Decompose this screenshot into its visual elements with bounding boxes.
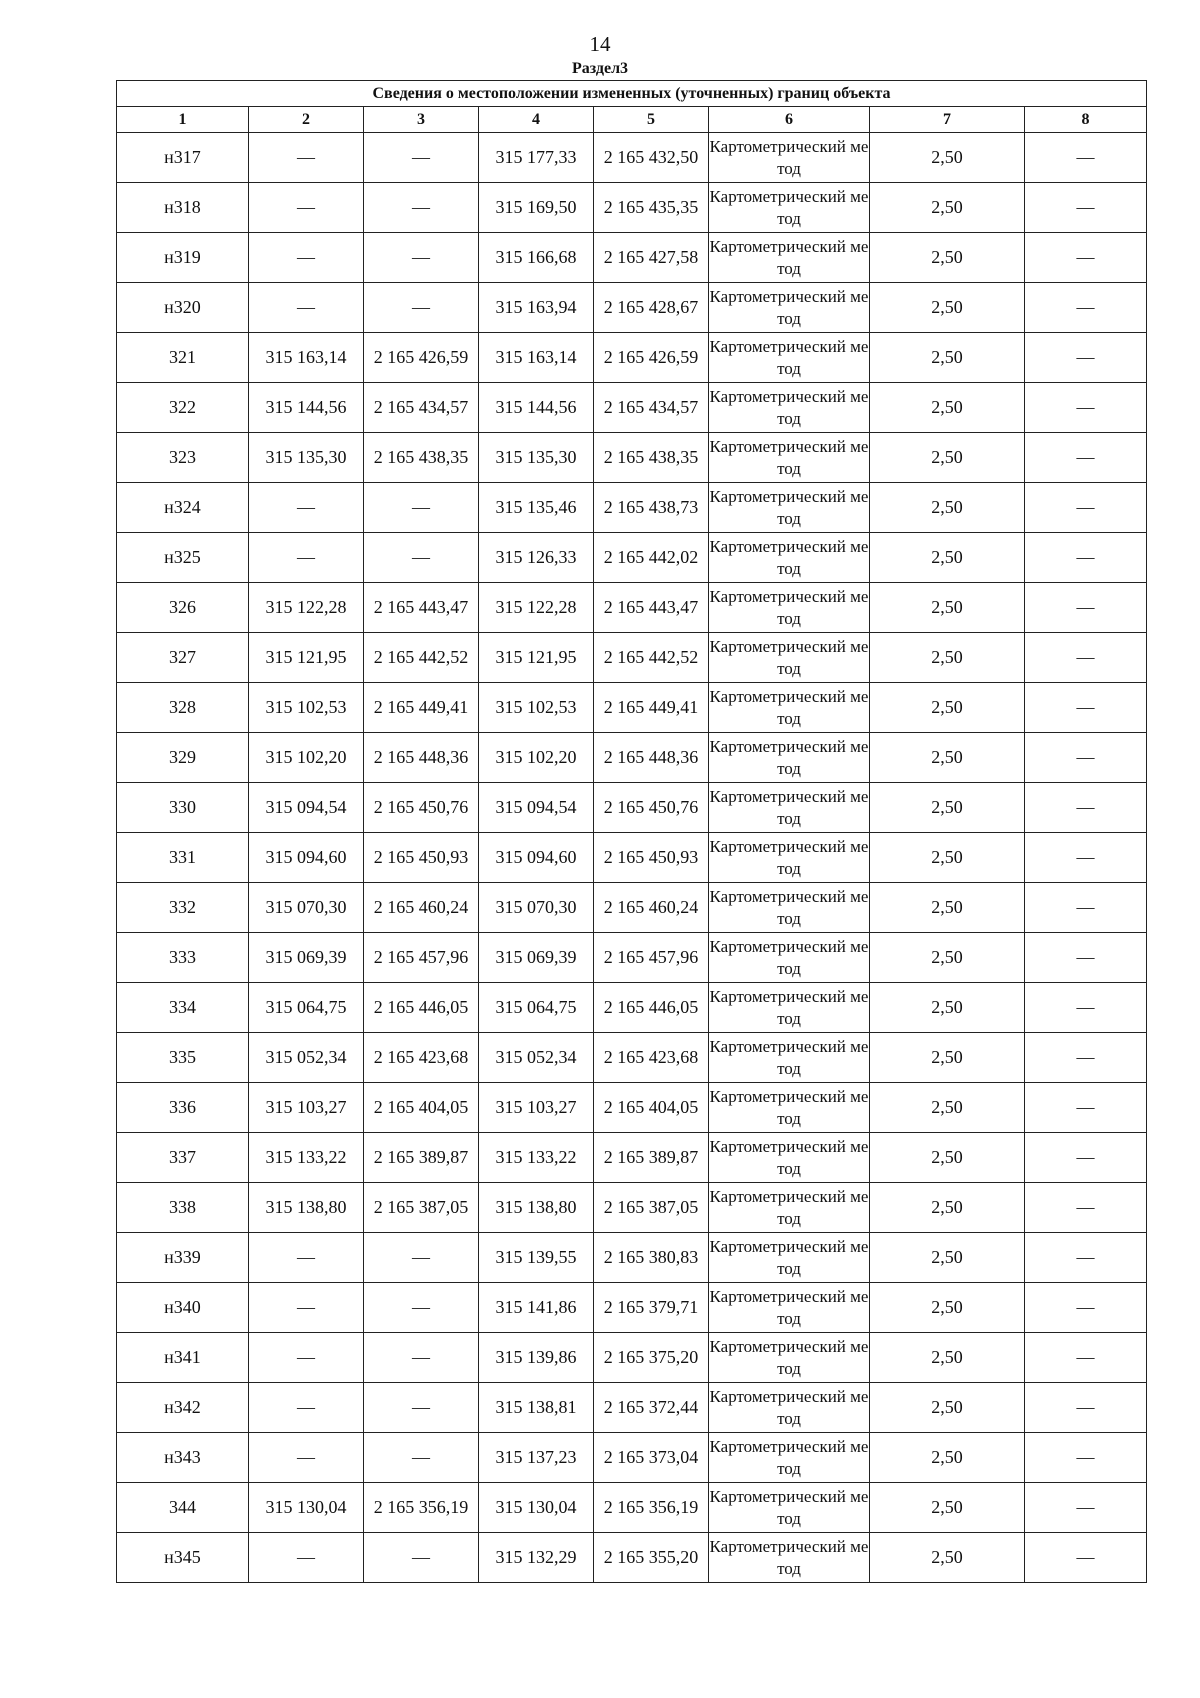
description-cell: — (1025, 183, 1147, 233)
old-y-cell: 2 165 426,59 (364, 333, 479, 383)
column-header: 8 (1025, 107, 1147, 133)
table-row (117, 1483, 1147, 1533)
old-x-cell: — (249, 1433, 364, 1483)
old-x-cell: — (249, 533, 364, 583)
new-x-cell: 315 069,39 (479, 933, 594, 983)
new-x-cell: 315 094,60 (479, 833, 594, 883)
new-x-cell: 315 139,55 (479, 1233, 594, 1283)
point-number-cell: 331 (117, 833, 249, 883)
table-row (117, 1183, 1147, 1233)
description-cell: — (1025, 1183, 1147, 1233)
point-number-cell: 328 (117, 683, 249, 733)
accuracy-cell: 2,50 (870, 333, 1025, 383)
method-cell: Картометрический метод (709, 383, 870, 433)
new-x-cell: 315 133,22 (479, 1133, 594, 1183)
new-y-cell: 2 165 457,96 (594, 933, 709, 983)
accuracy-cell: 2,50 (870, 583, 1025, 633)
table-row (117, 283, 1147, 333)
table-caption-row (117, 81, 1147, 107)
method-cell: Картометрический метод (709, 1033, 870, 1083)
new-x-cell: 315 137,23 (479, 1433, 594, 1483)
table-caption: Сведения о местоположении измененных (уточненных) границ объекта (117, 81, 1147, 107)
method-cell: Картометрический метод (709, 683, 870, 733)
description-cell: — (1025, 683, 1147, 733)
new-y-cell: 2 165 389,87 (594, 1133, 709, 1183)
description-cell: — (1025, 1233, 1147, 1283)
accuracy-cell: 2,50 (870, 483, 1025, 533)
new-x-cell: 315 070,30 (479, 883, 594, 933)
accuracy-cell: 2,50 (870, 1483, 1025, 1533)
new-y-cell: 2 165 356,19 (594, 1483, 709, 1533)
accuracy-cell: 2,50 (870, 233, 1025, 283)
point-number-cell: н343 (117, 1433, 249, 1483)
method-cell: Картометрический метод (709, 833, 870, 883)
method-cell: Картометрический метод (709, 483, 870, 533)
accuracy-cell: 2,50 (870, 1183, 1025, 1233)
column-header: 2 (249, 107, 364, 133)
old-x-cell: — (249, 133, 364, 183)
table-row (117, 883, 1147, 933)
method-cell: Картометрический метод (709, 583, 870, 633)
old-y-cell: — (364, 533, 479, 583)
description-cell: — (1025, 1533, 1147, 1583)
new-y-cell: 2 165 355,20 (594, 1533, 709, 1583)
table-row (117, 1133, 1147, 1183)
old-y-cell: 2 165 448,36 (364, 733, 479, 783)
accuracy-cell: 2,50 (870, 683, 1025, 733)
old-y-cell: 2 165 442,52 (364, 633, 479, 683)
old-x-cell: — (249, 1533, 364, 1583)
old-x-cell: 315 144,56 (249, 383, 364, 433)
old-y-cell: — (364, 1333, 479, 1383)
old-y-cell: 2 165 438,35 (364, 433, 479, 483)
table-row (117, 233, 1147, 283)
new-x-cell: 315 064,75 (479, 983, 594, 1033)
description-cell: — (1025, 833, 1147, 883)
new-x-cell: 315 135,30 (479, 433, 594, 483)
old-x-cell: 315 102,20 (249, 733, 364, 783)
point-number-cell: н345 (117, 1533, 249, 1583)
old-x-cell: — (249, 483, 364, 533)
old-y-cell: — (364, 1533, 479, 1583)
new-y-cell: 2 165 387,05 (594, 1183, 709, 1233)
old-x-cell: — (249, 1283, 364, 1333)
new-y-cell: 2 165 460,24 (594, 883, 709, 933)
table-row (117, 733, 1147, 783)
new-x-cell: 315 103,27 (479, 1083, 594, 1133)
table-row (117, 983, 1147, 1033)
point-number-cell: 334 (117, 983, 249, 1033)
new-y-cell: 2 165 373,04 (594, 1433, 709, 1483)
old-y-cell: 2 165 443,47 (364, 583, 479, 633)
new-y-cell: 2 165 442,52 (594, 633, 709, 683)
column-header: 5 (594, 107, 709, 133)
method-cell: Картометрический метод (709, 1233, 870, 1283)
description-cell: — (1025, 1133, 1147, 1183)
point-number-cell: 327 (117, 633, 249, 683)
table-row (117, 183, 1147, 233)
old-y-cell: 2 165 434,57 (364, 383, 479, 433)
method-cell: Картометрический метод (709, 283, 870, 333)
accuracy-cell: 2,50 (870, 883, 1025, 933)
new-y-cell: 2 165 372,44 (594, 1383, 709, 1433)
new-y-cell: 2 165 449,41 (594, 683, 709, 733)
column-header: 3 (364, 107, 479, 133)
old-x-cell: — (249, 1333, 364, 1383)
accuracy-cell: 2,50 (870, 1533, 1025, 1583)
old-y-cell: — (364, 1283, 479, 1333)
table-row (117, 833, 1147, 883)
new-x-cell: 315 126,33 (479, 533, 594, 583)
old-x-cell: 315 122,28 (249, 583, 364, 633)
accuracy-cell: 2,50 (870, 1233, 1025, 1283)
old-x-cell: — (249, 1383, 364, 1433)
point-number-cell: 333 (117, 933, 249, 983)
column-header: 7 (870, 107, 1025, 133)
table-row (117, 1333, 1147, 1383)
new-y-cell: 2 165 442,02 (594, 533, 709, 583)
table-row (117, 633, 1147, 683)
accuracy-cell: 2,50 (870, 133, 1025, 183)
new-x-cell: 315 138,81 (479, 1383, 594, 1433)
old-x-cell: 315 052,34 (249, 1033, 364, 1083)
table-row (117, 1283, 1147, 1333)
table-row (117, 1233, 1147, 1283)
old-y-cell: — (364, 233, 479, 283)
method-cell: Картометрический метод (709, 183, 870, 233)
method-cell: Картометрический метод (709, 1433, 870, 1483)
method-cell: Картометрический метод (709, 783, 870, 833)
point-number-cell: 330 (117, 783, 249, 833)
accuracy-cell: 2,50 (870, 533, 1025, 583)
method-cell: Картометрический метод (709, 1083, 870, 1133)
method-cell: Картометрический метод (709, 1533, 870, 1583)
old-y-cell: — (364, 1233, 479, 1283)
new-y-cell: 2 165 375,20 (594, 1333, 709, 1383)
accuracy-cell: 2,50 (870, 183, 1025, 233)
point-number-cell: 323 (117, 433, 249, 483)
old-y-cell: — (364, 133, 479, 183)
method-cell: Картометрический метод (709, 533, 870, 583)
point-number-cell: 321 (117, 333, 249, 383)
description-cell: — (1025, 1033, 1147, 1083)
accuracy-cell: 2,50 (870, 1083, 1025, 1133)
column-header-row (117, 107, 1147, 133)
table-row (117, 683, 1147, 733)
new-x-cell: 315 169,50 (479, 183, 594, 233)
description-cell: — (1025, 733, 1147, 783)
new-y-cell: 2 165 432,50 (594, 133, 709, 183)
old-y-cell: 2 165 389,87 (364, 1133, 479, 1183)
old-x-cell: 315 102,53 (249, 683, 364, 733)
boundary-coordinates-table (116, 80, 1147, 1583)
method-cell: Картометрический метод (709, 333, 870, 383)
description-cell: — (1025, 783, 1147, 833)
point-number-cell: 337 (117, 1133, 249, 1183)
description-cell: — (1025, 583, 1147, 633)
table-row (117, 533, 1147, 583)
table-row (117, 483, 1147, 533)
accuracy-cell: 2,50 (870, 1033, 1025, 1083)
new-x-cell: 315 052,34 (479, 1033, 594, 1083)
accuracy-cell: 2,50 (870, 783, 1025, 833)
table-row (117, 1433, 1147, 1483)
old-y-cell: — (364, 183, 479, 233)
description-cell: — (1025, 383, 1147, 433)
new-x-cell: 315 130,04 (479, 1483, 594, 1533)
table-row (117, 333, 1147, 383)
old-y-cell: 2 165 457,96 (364, 933, 479, 983)
description-cell: — (1025, 1333, 1147, 1383)
description-cell: — (1025, 933, 1147, 983)
old-x-cell: 315 138,80 (249, 1183, 364, 1233)
accuracy-cell: 2,50 (870, 933, 1025, 983)
old-x-cell: 315 094,60 (249, 833, 364, 883)
description-cell: — (1025, 883, 1147, 933)
old-x-cell: 315 064,75 (249, 983, 364, 1033)
old-x-cell: 315 133,22 (249, 1133, 364, 1183)
old-x-cell: 315 135,30 (249, 433, 364, 483)
new-y-cell: 2 165 404,05 (594, 1083, 709, 1133)
method-cell: Картометрический метод (709, 233, 870, 283)
point-number-cell: н319 (117, 233, 249, 283)
old-y-cell: 2 165 450,76 (364, 783, 479, 833)
accuracy-cell: 2,50 (870, 1433, 1025, 1483)
description-cell: — (1025, 283, 1147, 333)
description-cell: — (1025, 633, 1147, 683)
accuracy-cell: 2,50 (870, 733, 1025, 783)
old-y-cell: 2 165 356,19 (364, 1483, 479, 1533)
table-row (117, 433, 1147, 483)
old-x-cell: 315 094,54 (249, 783, 364, 833)
old-x-cell: 315 130,04 (249, 1483, 364, 1533)
new-x-cell: 315 166,68 (479, 233, 594, 283)
point-number-cell: н318 (117, 183, 249, 233)
old-y-cell: 2 165 450,93 (364, 833, 479, 883)
method-cell: Картометрический метод (709, 983, 870, 1033)
point-number-cell: н320 (117, 283, 249, 333)
table-row (117, 583, 1147, 633)
new-x-cell: 315 138,80 (479, 1183, 594, 1233)
accuracy-cell: 2,50 (870, 633, 1025, 683)
description-cell: — (1025, 333, 1147, 383)
point-number-cell: 335 (117, 1033, 249, 1083)
method-cell: Картометрический метод (709, 1383, 870, 1433)
point-number-cell: н324 (117, 483, 249, 533)
method-cell: Картометрический метод (709, 433, 870, 483)
description-cell: — (1025, 1433, 1147, 1483)
table-row (117, 1533, 1147, 1583)
table-row (117, 933, 1147, 983)
old-y-cell: — (364, 483, 479, 533)
method-cell: Картометрический метод (709, 883, 870, 933)
old-x-cell: 315 163,14 (249, 333, 364, 383)
new-x-cell: 315 141,86 (479, 1283, 594, 1333)
method-cell: Картометрический метод (709, 1333, 870, 1383)
new-y-cell: 2 165 446,05 (594, 983, 709, 1033)
old-y-cell: — (364, 1383, 479, 1433)
new-y-cell: 2 165 448,36 (594, 733, 709, 783)
new-x-cell: 315 139,86 (479, 1333, 594, 1383)
point-number-cell: н339 (117, 1233, 249, 1283)
point-number-cell: 344 (117, 1483, 249, 1533)
new-x-cell: 315 102,20 (479, 733, 594, 783)
method-cell: Картометрический метод (709, 1483, 870, 1533)
accuracy-cell: 2,50 (870, 283, 1025, 333)
old-x-cell: — (249, 183, 364, 233)
accuracy-cell: 2,50 (870, 1333, 1025, 1383)
accuracy-cell: 2,50 (870, 983, 1025, 1033)
column-header: 4 (479, 107, 594, 133)
page-number: 14 (589, 32, 611, 56)
new-y-cell: 2 165 427,58 (594, 233, 709, 283)
description-cell: — (1025, 233, 1147, 283)
description-cell: — (1025, 483, 1147, 533)
point-number-cell: 338 (117, 1183, 249, 1233)
method-cell: Картометрический метод (709, 633, 870, 683)
description-cell: — (1025, 1083, 1147, 1133)
new-y-cell: 2 165 379,71 (594, 1283, 709, 1333)
point-number-cell: н325 (117, 533, 249, 583)
point-number-cell: н341 (117, 1333, 249, 1383)
description-cell: — (1025, 1383, 1147, 1433)
new-y-cell: 2 165 434,57 (594, 383, 709, 433)
method-cell: Картометрический метод (709, 933, 870, 983)
description-cell: — (1025, 1283, 1147, 1333)
table-row (117, 133, 1147, 183)
method-cell: Картометрический метод (709, 733, 870, 783)
method-cell: Картометрический метод (709, 133, 870, 183)
point-number-cell: 336 (117, 1083, 249, 1133)
point-number-cell: н342 (117, 1383, 249, 1433)
new-y-cell: 2 165 423,68 (594, 1033, 709, 1083)
new-x-cell: 315 094,54 (479, 783, 594, 833)
new-y-cell: 2 165 435,35 (594, 183, 709, 233)
point-number-cell: 332 (117, 883, 249, 933)
description-cell: — (1025, 983, 1147, 1033)
new-x-cell: 315 121,95 (479, 633, 594, 683)
new-x-cell: 315 144,56 (479, 383, 594, 433)
new-x-cell: 315 135,46 (479, 483, 594, 533)
new-y-cell: 2 165 450,93 (594, 833, 709, 883)
accuracy-cell: 2,50 (870, 1133, 1025, 1183)
old-x-cell: — (249, 283, 364, 333)
new-x-cell: 315 177,33 (479, 133, 594, 183)
old-x-cell: 315 103,27 (249, 1083, 364, 1133)
old-y-cell: 2 165 449,41 (364, 683, 479, 733)
accuracy-cell: 2,50 (870, 433, 1025, 483)
old-x-cell: 315 121,95 (249, 633, 364, 683)
new-y-cell: 2 165 438,35 (594, 433, 709, 483)
description-cell: — (1025, 1483, 1147, 1533)
description-cell: — (1025, 533, 1147, 583)
table-row (117, 1383, 1147, 1433)
accuracy-cell: 2,50 (870, 833, 1025, 883)
new-x-cell: 315 122,28 (479, 583, 594, 633)
old-y-cell: — (364, 1433, 479, 1483)
table-row (117, 1033, 1147, 1083)
table-row (117, 383, 1147, 433)
new-y-cell: 2 165 428,67 (594, 283, 709, 333)
old-y-cell: — (364, 283, 479, 333)
point-number-cell: 329 (117, 733, 249, 783)
point-number-cell: н340 (117, 1283, 249, 1333)
new-y-cell: 2 165 450,76 (594, 783, 709, 833)
old-x-cell: — (249, 233, 364, 283)
description-cell: — (1025, 433, 1147, 483)
column-header: 1 (117, 107, 249, 133)
method-cell: Картометрический метод (709, 1283, 870, 1333)
accuracy-cell: 2,50 (870, 383, 1025, 433)
new-y-cell: 2 165 438,73 (594, 483, 709, 533)
table-row (117, 1083, 1147, 1133)
table-row (117, 783, 1147, 833)
new-x-cell: 315 163,14 (479, 333, 594, 383)
old-y-cell: 2 165 387,05 (364, 1183, 479, 1233)
old-y-cell: 2 165 446,05 (364, 983, 479, 1033)
old-x-cell: — (249, 1233, 364, 1283)
column-header: 6 (709, 107, 870, 133)
new-y-cell: 2 165 443,47 (594, 583, 709, 633)
accuracy-cell: 2,50 (870, 1283, 1025, 1333)
new-x-cell: 315 163,94 (479, 283, 594, 333)
description-cell: — (1025, 133, 1147, 183)
accuracy-cell: 2,50 (870, 1383, 1025, 1433)
old-x-cell: 315 069,39 (249, 933, 364, 983)
point-number-cell: 326 (117, 583, 249, 633)
old-y-cell: 2 165 460,24 (364, 883, 479, 933)
new-x-cell: 315 132,29 (479, 1533, 594, 1583)
old-x-cell: 315 070,30 (249, 883, 364, 933)
new-y-cell: 2 165 380,83 (594, 1233, 709, 1283)
point-number-cell: 322 (117, 383, 249, 433)
old-y-cell: 2 165 423,68 (364, 1033, 479, 1083)
method-cell: Картометрический метод (709, 1133, 870, 1183)
point-number-cell: н317 (117, 133, 249, 183)
old-y-cell: 2 165 404,05 (364, 1083, 479, 1133)
method-cell: Картометрический метод (709, 1183, 870, 1233)
new-y-cell: 2 165 426,59 (594, 333, 709, 383)
section-title: Раздел3 (571, 60, 629, 77)
new-x-cell: 315 102,53 (479, 683, 594, 733)
